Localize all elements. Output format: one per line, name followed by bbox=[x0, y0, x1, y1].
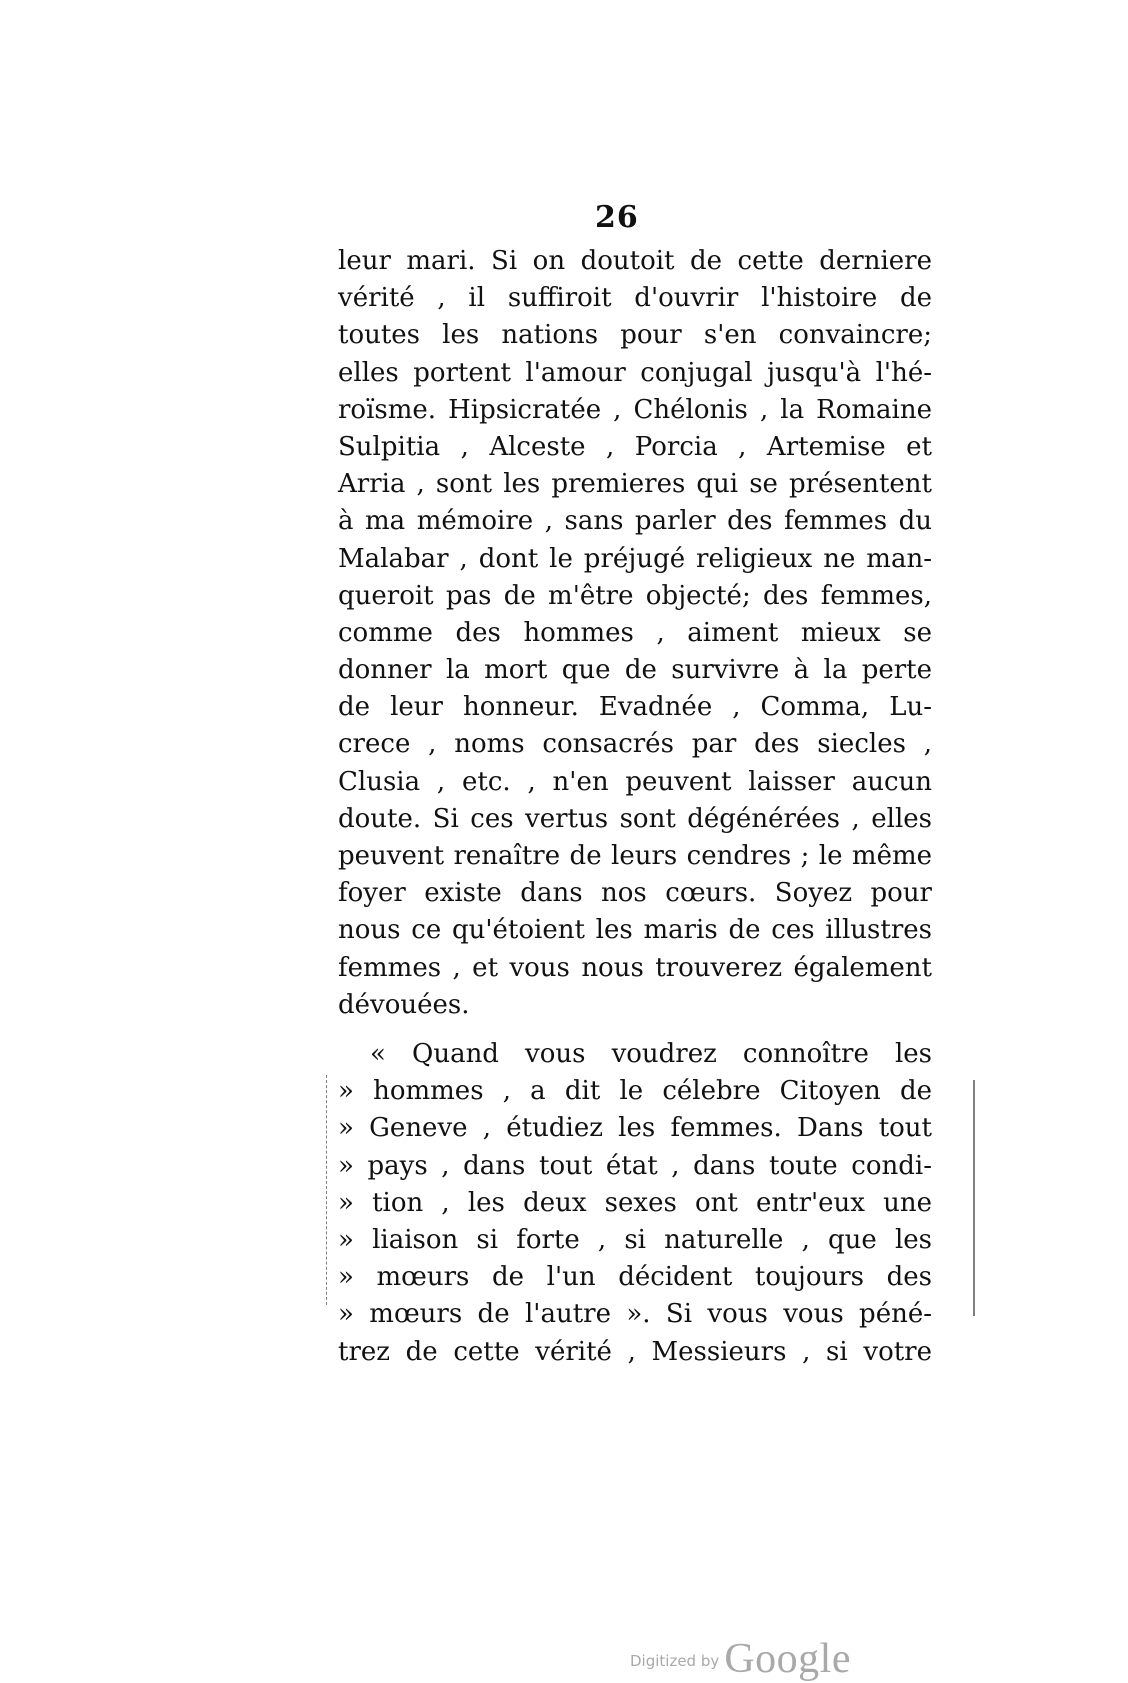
text-line: Clusia , etc. , n'en peuvent laisser aucun bbox=[338, 766, 932, 797]
text-line: à ma mémoire , sans parler des femmes du bbox=[338, 506, 932, 537]
text-line: » pays , dans tout état , dans toute condi- bbox=[338, 1150, 932, 1181]
text-line: Sulpitia , Alceste , Porcia , Artemise et bbox=[338, 431, 932, 462]
text-line: roïsme. Hipsicratée , Chélonis , la Romaine bbox=[338, 394, 932, 425]
digitized-watermark bbox=[630, 1635, 851, 1683]
text-line: leur mari. Si on doutoit de cette derniere bbox=[338, 246, 932, 276]
watermark-brand: Google bbox=[724, 1636, 851, 1682]
text-line: donner la mort que de survivre à la perte bbox=[338, 655, 932, 686]
text-line: « Quand vous voudrez connoître les bbox=[370, 1039, 932, 1069]
text-line: » liaison si forte , si naturelle , que les bbox=[338, 1224, 932, 1255]
text-line: toutes les nations pour s'en convaincre; bbox=[338, 320, 932, 351]
text-line: Arria , sont les premieres qui se présentent bbox=[338, 469, 932, 500]
text-line: elles portent l'amour conjugal jusqu'à l'hé- bbox=[338, 357, 932, 388]
text-line: nous ce qu'étoient les maris de ces illustres bbox=[338, 915, 932, 946]
text-line: doute. Si ces vertus sont dégénérées , elles bbox=[338, 803, 932, 834]
text-line: queroit pas de m'être objecté; des femmes, bbox=[338, 580, 932, 611]
text-line: femmes , et vous nous trouverez également bbox=[338, 952, 932, 983]
margin-pencil-mark-right bbox=[973, 1080, 975, 1316]
text-line: Malabar , dont le préjugé religieux ne man- bbox=[338, 543, 932, 574]
text-line: dévouées. bbox=[338, 989, 470, 1020]
watermark-prefix: Digitized by bbox=[630, 1652, 720, 1670]
text-line: » hommes , a dit le célebre Citoyen de bbox=[338, 1076, 932, 1107]
paragraph-1 bbox=[338, 243, 932, 1024]
margin-pencil-mark-left bbox=[326, 1075, 327, 1305]
text-line: » mœurs de l'autre ». Si vous vous péné- bbox=[338, 1299, 932, 1330]
text-line: crece , noms consacrés par des siecles , bbox=[338, 729, 932, 760]
text-line: foyer existe dans nos cœurs. Soyez pour bbox=[338, 878, 932, 909]
page-number: 26 bbox=[595, 200, 639, 235]
text-line: comme des hommes , aiment mieux se bbox=[338, 617, 932, 648]
text-line: de leur honneur. Evadnée , Comma, Lu- bbox=[338, 692, 932, 723]
text-line: » tion , les deux sexes ont entr'eux une bbox=[338, 1187, 932, 1218]
text-line: vérité , il suffiroit d'ouvrir l'histoire de bbox=[338, 283, 932, 314]
text-line: peuvent renaître de leurs cendres ; le même bbox=[338, 841, 932, 871]
paragraph-2-quote bbox=[338, 1036, 932, 1371]
text-line: trez de cette vérité , Messieurs , si votre bbox=[338, 1336, 932, 1367]
text-line: » Geneve , étudiez les femmes. Dans tout bbox=[338, 1113, 932, 1144]
text-line: » mœurs de l'un décident toujours des bbox=[338, 1262, 932, 1293]
